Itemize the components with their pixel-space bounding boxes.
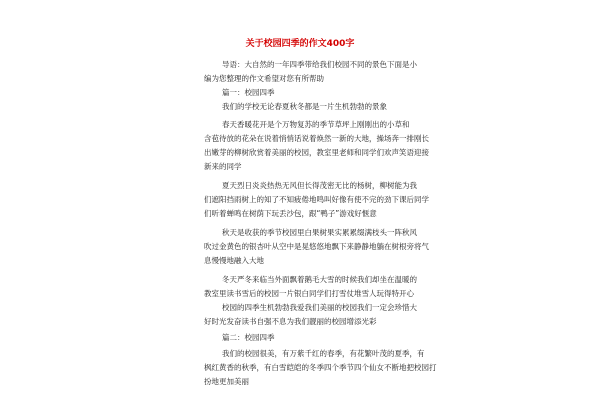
paragraph-line: 扮地更加美丽 <box>204 377 249 386</box>
paragraph-line: 们听着蝉鸣在树荫下玩丢沙包，跟“鸭子”游戏好惬意 <box>204 209 377 218</box>
paragraph-line: 我们的校园很美，有万紫千红的春季，有花繁叶茂的夏季，有 <box>222 349 425 358</box>
paragraph-line: 吹过金黄色的银杏叶从空中是晃悠悠地飘下来静静地躺在树根旁将气 <box>204 242 429 251</box>
intro-line-1: 导语：大自然的一年四季带给我们校园不同的景色下面是小 <box>222 60 417 69</box>
paragraph-line: 夏天烈日炎炎热热无风但长得茂密无比的杨树，柳树能为我 <box>222 181 417 190</box>
paragraph-line: 好时光发奋读书自强不息为我们靓丽的校园增添光彩 <box>204 317 377 326</box>
paragraph-line: 新来的同学 <box>204 162 242 171</box>
paragraph-line: 含苞待放的花朵在说着悄悄话说着焕然一新的大地，操场奔一排刚长 <box>204 134 429 143</box>
paragraph-line: 出嫩芽的柳树欣赏着美丽的校园，教室里老师和同学们欢声笑语迎接 <box>204 148 429 157</box>
intro-line-2: 编为您整理的作文希望对您有所帮助 <box>204 74 324 83</box>
part2-heading: 篇二：校园四季 <box>222 333 275 342</box>
paragraph-line: 秋天是收获的季节校园里白果树果实累累缀满枝头一阵秋风 <box>222 228 417 237</box>
paragraph-line: 冬天严冬来临当外面飘着鹅毛大雪的时候我们却坐在温暖的 <box>222 275 417 284</box>
paragraph-line: 们遮阳挡雨树上的知了不知疲倦地鸣叫好像有使不完的劲下课后同学 <box>204 195 429 204</box>
document-title: 关于校园四季的作文400字 <box>245 39 355 49</box>
paragraph-line: 春天香暖花开是个万物复苏的季节草坪上刚刚出的小草和 <box>222 120 410 129</box>
part1-heading: 篇一：校园四季 <box>222 88 275 97</box>
paragraph-line: 息慢慢地融入大地 <box>204 256 264 265</box>
paragraph-line: 我们的学校无论春夏秋冬都是一片生机勃勃的景象 <box>222 102 387 111</box>
paragraph-line: 枫红黄香的秋季，有白雪皑皑的冬季四个季节四个仙女不断地把校园打 <box>204 363 437 372</box>
paragraph-line: 校园的四季生机勃勃我爱我们美丽的校园我们一定会珍惜大 <box>222 303 417 312</box>
paragraph-line: 教室里读书雪后的校园一片银白同学们打雪仗堆雪人玩得特开心 <box>204 289 414 298</box>
